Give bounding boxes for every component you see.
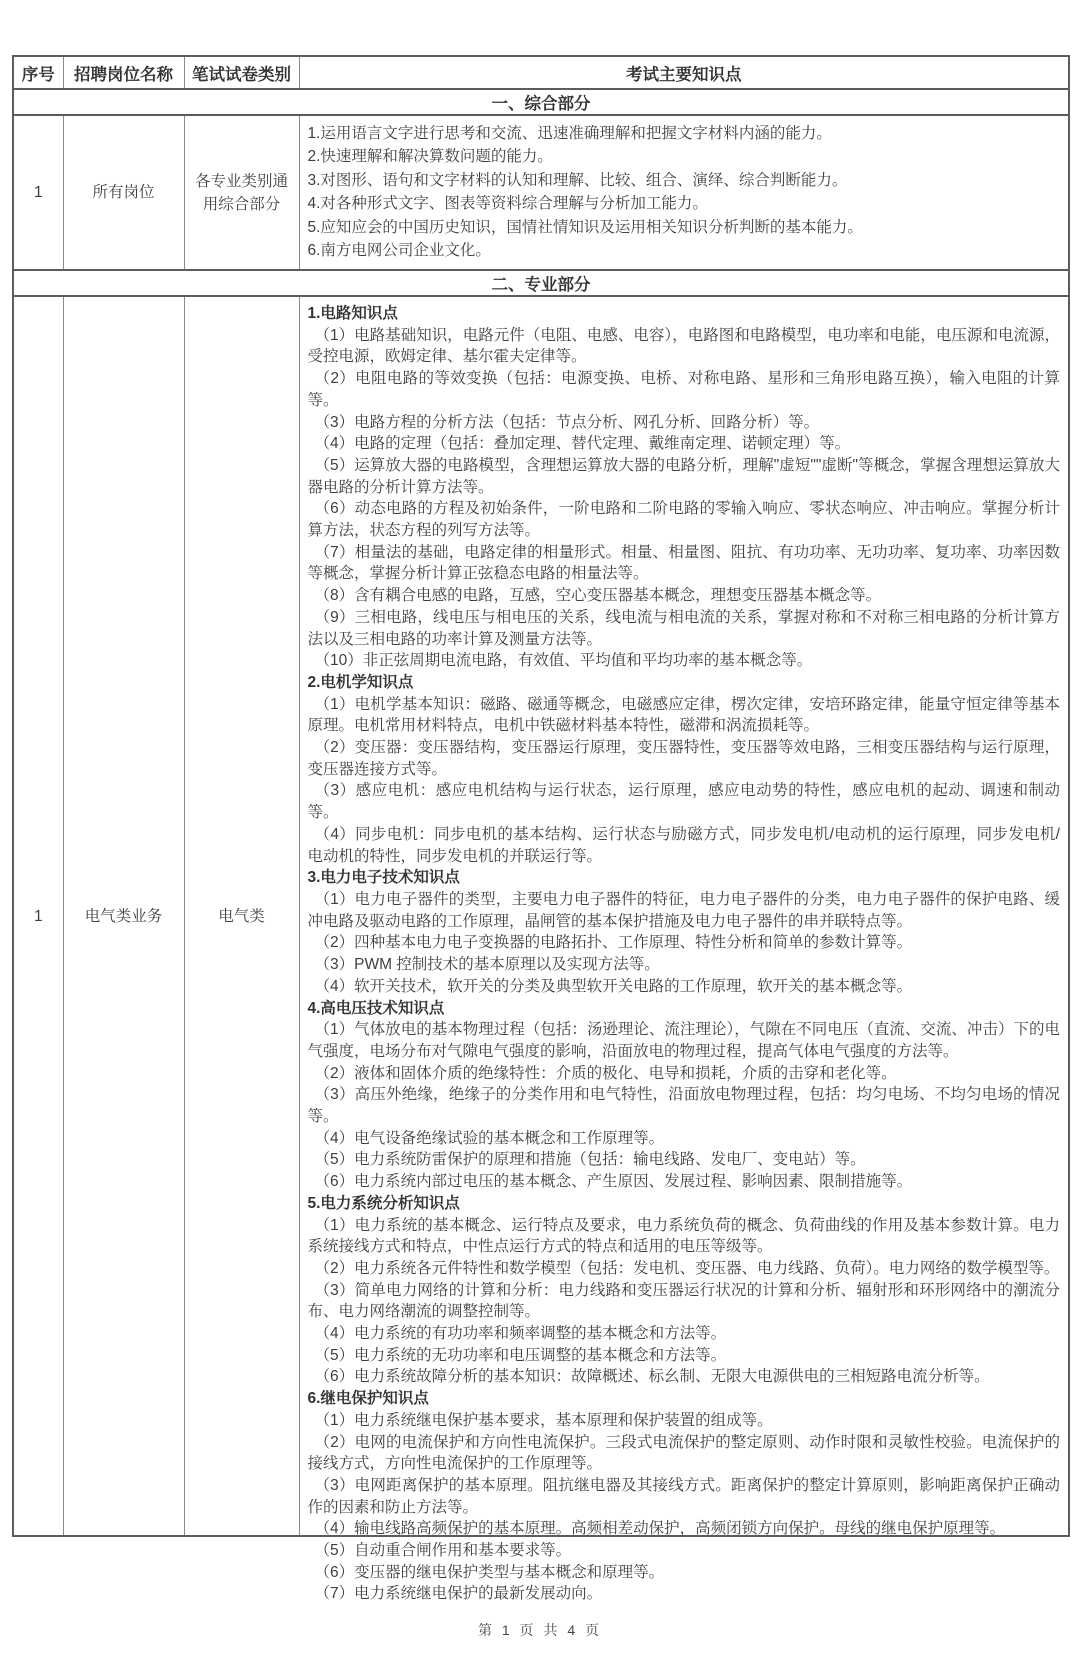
knowledge-block-heading: 2.电机学知识点 <box>307 673 414 691</box>
knowledge-point: （1）电力电子器件的类型，主要电力电子器件的特征，电力电子器件的分类，电力电子器件的保护电路、缓冲电路及驱动电路的工作原理，晶闸管的基本保护措施及电力电子器件的串并联特点等。 <box>307 890 1060 930</box>
knowledge-block-heading: 6.继电保护知识点 <box>307 1390 429 1408</box>
professional-knowledge-cell <box>299 296 1069 1603</box>
knowledge-point: （4）软开关技术，软开关的分类及典型软开关电路的工作原理，软开关的基本概念等。 <box>314 977 913 995</box>
knowledge-block-heading: 3.电力电子技术知识点 <box>307 869 460 887</box>
section-title-general: 一、综合部分 <box>13 89 1069 115</box>
col-header-position: 招聘岗位名称 <box>63 56 184 89</box>
knowledge-point: （2）四种基本电力电子变换器的电路拓扑、工作原理、特性分析和简单的参数计算等。 <box>314 934 913 952</box>
general-points-list <box>308 122 1061 262</box>
knowledge-point: （7）电力系统继电保护的最新发展动向。 <box>314 1585 603 1603</box>
knowledge-point: 5.应知应会的中国历史知识，国情社情知识及运用相关知识分析判断的基本能力。 <box>307 218 863 236</box>
knowledge-point: （1）气体放电的基本物理过程（包括：汤逊理论、流注理论），气隙在不同电压（直流、交流、冲击）下的电气强度，电场分布对气隙电气强度的影响，沿面放电的物理过程，提高气体电气强度的方法等。 <box>307 1021 1060 1060</box>
knowledge-point: （3）PWM 控制技术的基本原理以及实现方法等。 <box>314 956 660 974</box>
section-row-professional <box>13 270 1069 296</box>
knowledge-block-heading: 5.电力系统分析知识点 <box>307 1194 460 1212</box>
general-data-row <box>13 115 1069 270</box>
general-knowledge-cell <box>299 115 1069 270</box>
professional-points-list <box>307 303 1061 1603</box>
knowledge-point: （4）电路的定理（包括：叠加定理、替代定理、戴维南定理、诺顿定理）等。 <box>314 435 851 453</box>
professional-row-no: 1 <box>13 296 63 1536</box>
knowledge-point: 1.运用语言文字进行思考和交流、迅速准确理解和把握文字材料内涵的能力。 <box>307 125 832 142</box>
knowledge-point: （3）高压外绝缘，绝缘子的分类作用和电气特性，沿面放电物理过程，包括：均匀电场、不均匀电场的情况等。 <box>307 1086 1060 1126</box>
knowledge-point: （4）电力系统的有功功率和频率调整的基本概念和方法等。 <box>314 1325 727 1343</box>
general-row-no: 1 <box>13 115 63 270</box>
knowledge-point: （9）三相电路，线电压与相电压的关系，线电流与相电流的关系，掌握对称和不对称三相电路的分析计算方法以及三相电路的功率计算及测量方法等。 <box>307 608 1060 648</box>
page-footer: 第 1 页 共 4 页 <box>477 1622 603 1638</box>
knowledge-point: （4）同步电机：同步电机的基本结构、运行状态与励磁方式，同步发电机/电动机的运行原理，同步发电机/电动机的特性，同步发电机的并联运行等。 <box>307 825 1060 865</box>
knowledge-point: 4.对各种形式文字、图表等资料综合理解与分析加工能力。 <box>307 195 708 213</box>
knowledge-point: （2）电网的电流保护和方向性电流保护。三段式电流保护的整定原则、动作时限和灵敏性校验。电流保护的接线方式，方向性电流保护的工作原理等。 <box>307 1433 1060 1473</box>
knowledge-point: （3）电网距离保护的基本原理。阻抗继电器及其接线方式。距离保护的整定计算原则，影响距离保护正确动作的因素和防止方法等。 <box>307 1476 1060 1516</box>
knowledge-point: （1）电路基础知识，电路元件（电阻、电感、电容），电路图和电路模型，电功率和电能，电压源和电流源，受控电源，欧姆定律、基尔霍夫定律等。 <box>307 326 1060 366</box>
knowledge-point: （6）电力系统故障分析的基本知识：故障概述、标幺制、无限大电源供电的三相短路电流分析等。 <box>314 1368 990 1386</box>
knowledge-point: （10）非正弦周期电流电路，有效值、平均值和平均功率的基本概念等。 <box>314 652 813 670</box>
knowledge-point: 6.南方电网公司企业文化。 <box>307 242 491 260</box>
knowledge-point: 2.快速理解和解决算数问题的能力。 <box>307 148 553 166</box>
knowledge-point: （2）电力系统各元件特性和数学模型（包括：发电机、变压器、电力线路、负荷）。电力网络的数学模型等。 <box>314 1259 1060 1277</box>
professional-data-row <box>13 296 1069 1536</box>
knowledge-point: （1）电机学基本知识：磁路、磁通等概念，电磁感应定律，楞次定律，安培环路定律，能量守恒定律等基本原理。电机常用材料特点，电机中铁磁材料基本特性，磁滞和涡流损耗等。 <box>307 695 1060 735</box>
knowledge-point: （5）运算放大器的电路模型，含理想运算放大器的电路分析，理解"虚短""虚断"等概念，掌握含理想运算放大器电路的分析计算方法等。 <box>307 456 1060 496</box>
knowledge-point: （3）电路方程的分析方法（包括：节点分析、网孔分析、回路分析）等。 <box>314 413 820 431</box>
knowledge-point: （8）含有耦合电感的电路，互感，空心变压器基本概念，理想变压器基本概念等。 <box>314 587 882 605</box>
knowledge-point: （1）电力系统的基本概念、运行特点及要求，电力系统负荷的概念、负荷曲线的作用及基本参数计算。电力系统接线方式和特点，中性点运行方式的特点和适用的电压等级等。 <box>307 1216 1060 1256</box>
knowledge-point: （7）相量法的基础，电路定律的相量形式。相量、相量图、阻抗、有功功率、无功功率、复功率、功率因数等概念，掌握分析计算正弦稳态电路的相量法等。 <box>307 543 1060 583</box>
section-row-general <box>13 89 1069 115</box>
knowledge-point: （2）电阻电路的等效变换（包括：电源变换、电桥、对称电路、星形和三角形电路互换），输入电阻的计算等。 <box>307 370 1060 409</box>
knowledge-point: （4）电气设备绝缘试验的基本概念和工作原理等。 <box>314 1129 665 1147</box>
knowledge-point: （1）电力系统继电保护基本要求，基本原理和保护装置的组成等。 <box>314 1411 773 1429</box>
knowledge-point: 3.对图形、语句和文字材料的认知和理解、比较、组合、演绎、综合判断能力。 <box>307 171 848 189</box>
knowledge-block-heading: 4.高电压技术知识点 <box>307 999 445 1017</box>
knowledge-point: （6）电力系统内部过电压的基本概念、产生原因、发展过程、影响因素、限制措施等。 <box>314 1173 913 1191</box>
knowledge-point: （5）电力系统防雷保护的原理和措施（包括：输电线路、发电厂、变电站）等。 <box>314 1151 866 1169</box>
knowledge-point: （6）动态电路的方程及初始条件，一阶电路和二阶电路的零输入响应、零状态响应、冲击响应。掌握分析计算方法，状态方程的列写方法等。 <box>307 500 1060 540</box>
knowledge-point: （5）电力系统的无功功率和电压调整的基本概念和方法等。 <box>314 1346 727 1364</box>
knowledge-point: （4）输电线路高频保护的基本原理。高频相差动保护，高频闭锁方向保护。母线的继电保护原理等。 <box>314 1520 1006 1538</box>
knowledge-point: （2）变压器：变压器结构，变压器运行原理，变压器特性，变压器等效电路，三相变压器结构与运行原理，变压器连接方式等。 <box>307 739 1060 778</box>
exam-knowledge-table <box>12 55 1070 1603</box>
knowledge-point: （6）变压器的继电保护类型与基本概念和原理等。 <box>314 1563 665 1581</box>
knowledge-point: （5）自动重合闸作用和基本要求等。 <box>314 1542 572 1560</box>
professional-row-position: 电气类业务 <box>63 296 184 1536</box>
table-header-row <box>13 56 1069 89</box>
col-header-paper-type: 笔试试卷类别 <box>184 56 299 89</box>
section-title-professional: 二、专业部分 <box>13 270 1069 296</box>
professional-row-paper-type: 电气类 <box>184 296 299 1536</box>
col-header-knowledge: 考试主要知识点 <box>299 56 1069 89</box>
general-row-position: 所有岗位 <box>63 115 184 270</box>
knowledge-point: （3）简单电力网络的计算和分析：电力线路和变压器运行状况的计算和分析、辐射形和环形网络中的潮流分布、电力网络潮流的调整控制等。 <box>307 1281 1060 1321</box>
knowledge-block-heading: 1.电路知识点 <box>307 305 398 322</box>
general-row-paper-type: 各专业类别通用综合部分 <box>184 115 299 270</box>
knowledge-point: （3）感应电机：感应电机结构与运行状态，运行原理，感应电动势的特性，感应电机的起动、调速和制动等。 <box>307 782 1060 822</box>
knowledge-point: （2）液体和固体介质的绝缘特性：介质的极化、电导和损耗，介质的击穿和老化等。 <box>314 1064 897 1082</box>
col-header-no: 序号 <box>13 56 63 89</box>
